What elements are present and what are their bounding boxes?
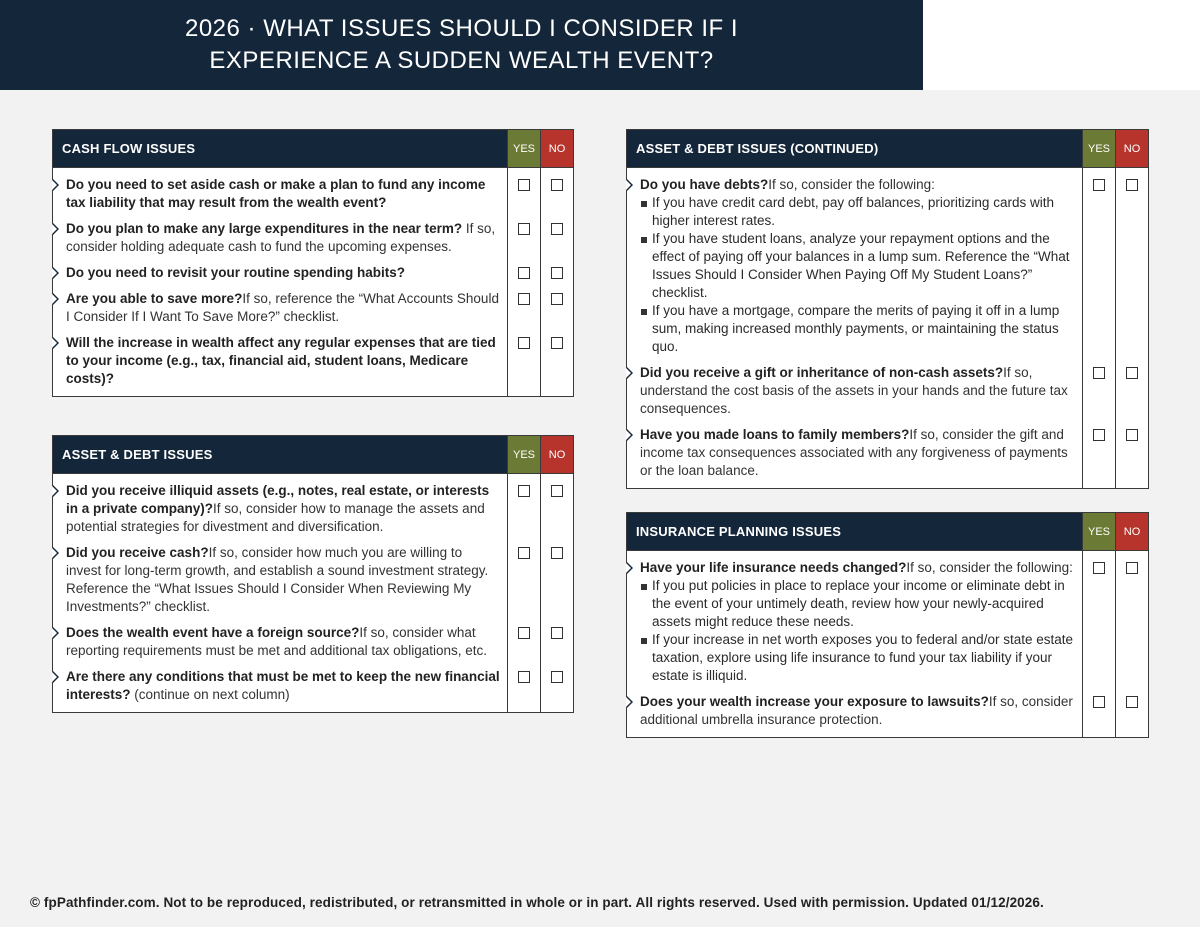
no-checkbox[interactable] (1126, 367, 1138, 379)
question-item (627, 364, 1082, 418)
bullet-item: If you have a mortgage, compare the merits of paying it off in a lump sum, making increased monthly payments, or maintaining the status quo. (640, 302, 1076, 356)
question-text: Does your wealth increase your exposure to lawsuits? (640, 694, 989, 709)
yes-checkbox[interactable] (518, 547, 530, 559)
question-item (627, 693, 1082, 729)
question-text: Did you receive cash? (66, 545, 209, 560)
yes-checkbox[interactable] (518, 267, 530, 279)
question-guidance: If so, consider how much you are willing to invest for long-term growth, and establish a sound investment strategy. Reference the “What Issues Should I Consider When Reviewing My Investments?” checklist. (66, 545, 489, 614)
yes-checkbox[interactable] (518, 627, 530, 639)
panel-title: ASSET & DEBT ISSUES (62, 447, 213, 462)
question-guidance: If so, consider additional umbrella insurance protection. (640, 694, 1073, 727)
yes-checkbox[interactable] (518, 337, 530, 349)
no-checkbox[interactable] (551, 179, 563, 191)
asset-debt-continued-panel (626, 129, 1149, 489)
panel-header (627, 513, 1148, 551)
panel-title: INSURANCE PLANNING ISSUES (636, 524, 842, 539)
item-arrow-icon (53, 223, 59, 235)
question-text: Do you have debts? (640, 177, 769, 192)
item-arrow-icon (627, 179, 633, 191)
question-list (627, 168, 1082, 488)
yes-column (1082, 551, 1115, 737)
no-checkbox[interactable] (551, 671, 563, 683)
no-column-header: NO (1115, 513, 1148, 550)
question-text: Did you receive a gift or inheritance of non-cash assets? (640, 365, 1004, 380)
yes-checkbox[interactable] (518, 671, 530, 683)
item-arrow-icon (627, 367, 633, 379)
cash-flow-panel (52, 129, 574, 397)
item-arrow-icon (53, 547, 59, 559)
no-checkbox[interactable] (551, 485, 563, 497)
yes-column-header: YES (507, 130, 540, 167)
question-guidance: If so, consider the following: (768, 177, 935, 192)
panel-title: ASSET & DEBT ISSUES (CONTINUED) (636, 141, 879, 156)
question-item (53, 290, 507, 326)
question-text: Do you need to set aside cash or make a plan to fund any income tax liability that may result from the wealth event? (66, 177, 486, 210)
no-checkbox[interactable] (1126, 429, 1138, 441)
question-text: Are you able to save more? (66, 291, 243, 306)
panel-header (53, 130, 573, 168)
question-text: Have you made loans to family members? (640, 427, 910, 442)
bullet-item: If you have credit card debt, pay off balances, prioritizing cards with higher interest rates. (640, 194, 1076, 230)
question-item (53, 668, 507, 704)
panel-title: CASH FLOW ISSUES (62, 141, 196, 156)
no-checkbox[interactable] (551, 337, 563, 349)
page-title: 2026 · WHAT ISSUES SHOULD I CONSIDER IF I EXPERIENCE A SUDDEN WEALTH EVENT? (184, 15, 739, 74)
bullet-item: If you have student loans, analyze your repayment options and the effect of paying off your balances in a lump sum. Reference the “What Issues Should I Consider When Paying Off My Student Loans?” checklist. (640, 230, 1076, 302)
yes-checkbox[interactable] (518, 485, 530, 497)
no-checkbox[interactable] (1126, 179, 1138, 191)
insurance-panel (626, 512, 1149, 738)
item-arrow-icon (53, 267, 59, 279)
bullet-item: If you put policies in place to replace your income or eliminate debt in the event of your untimely death, review how your newly-acquired assets might reduce these needs. (640, 577, 1076, 631)
yes-checkbox[interactable] (518, 179, 530, 191)
no-column-header: NO (540, 436, 573, 473)
item-arrow-icon (53, 337, 59, 349)
yes-column-header: YES (507, 436, 540, 473)
question-item (53, 264, 507, 282)
no-checkbox[interactable] (1126, 696, 1138, 708)
copyright-footer: © fpPathfinder.com. Not to be reproduced, redistributed, or retransmitted in whole or in part. All rights reserved. Used with permission. Updated 01/12/2026. (30, 895, 1044, 910)
header-logo-area (923, 0, 1200, 90)
no-column-header: NO (1115, 130, 1148, 167)
panel-body (53, 474, 573, 712)
panel-body (627, 551, 1148, 737)
question-guidance: If so, reference the “What Accounts Should I Consider If I Want To Save More?” checklist. (66, 291, 499, 324)
asset-debt-panel (52, 435, 574, 713)
item-arrow-icon (53, 485, 59, 497)
no-checkbox[interactable] (551, 627, 563, 639)
panel-body (627, 168, 1148, 488)
question-item (53, 220, 507, 256)
yes-checkbox[interactable] (1093, 179, 1105, 191)
question-item (627, 426, 1082, 480)
question-item (53, 544, 507, 616)
question-item (53, 482, 507, 536)
no-checkbox[interactable] (551, 223, 563, 235)
question-item (627, 176, 1082, 356)
question-text: Will the increase in wealth affect any regular expenses that are tied to your income (e.g., tax, financial aid, student loans, Medicare costs)? (66, 335, 496, 386)
yes-checkbox[interactable] (1093, 696, 1105, 708)
yes-checkbox[interactable] (1093, 429, 1105, 441)
yes-checkbox[interactable] (518, 223, 530, 235)
item-arrow-icon (53, 293, 59, 305)
bullet-item: If your increase in net worth exposes you to federal and/or state estate taxation, explore using life insurance to fund your tax liability if your estate is illiquid. (640, 631, 1076, 685)
question-text: Do you need to revisit your routine spending habits? (66, 265, 406, 280)
question-item (53, 334, 507, 388)
question-list (53, 168, 507, 396)
no-column (1115, 551, 1148, 737)
question-text: Are there any conditions that must be met to keep the new financial interests? (66, 669, 500, 702)
question-guidance: (continue on next column) (130, 687, 290, 702)
question-guidance: If so, consider how to manage the assets and potential strategies for divestment and diversification. (66, 501, 485, 534)
question-item (53, 624, 507, 660)
question-guidance: If so, consider the gift and income tax consequences associated with any forgiveness of payments or the loan balance. (640, 427, 1068, 478)
question-text: Have your life insurance needs changed? (640, 560, 907, 575)
no-checkbox[interactable] (551, 293, 563, 305)
no-column (540, 168, 573, 396)
question-guidance: If so, consider the following: (906, 560, 1073, 575)
item-arrow-icon (53, 671, 59, 683)
no-checkbox[interactable] (551, 547, 563, 559)
no-checkbox[interactable] (1126, 562, 1138, 574)
bullet-list (640, 577, 1076, 685)
yes-checkbox[interactable] (518, 293, 530, 305)
question-list (53, 474, 507, 712)
panel-body (53, 168, 573, 396)
panel-header (53, 436, 573, 474)
question-text: Did you receive illiquid assets (e.g., notes, real estate, or interests in a private company)? (66, 483, 490, 516)
question-item (53, 176, 507, 212)
panel-header (627, 130, 1148, 168)
yes-checkbox[interactable] (1093, 562, 1105, 574)
no-column-header: NO (540, 130, 573, 167)
question-list (627, 551, 1082, 737)
yes-column (507, 168, 540, 396)
item-arrow-icon (627, 562, 633, 574)
question-guidance: If so, consider what reporting requirements must be met and additional tax obligations, etc. (66, 625, 487, 658)
item-arrow-icon (53, 179, 59, 191)
yes-checkbox[interactable] (1093, 367, 1105, 379)
question-guidance: If so, understand the cost basis of the assets in your hands and the future tax consequences. (640, 365, 1068, 416)
item-arrow-icon (627, 429, 633, 441)
bullet-list (640, 194, 1076, 356)
header-bar (0, 0, 923, 90)
yes-column-header: YES (1082, 130, 1115, 167)
no-checkbox[interactable] (551, 267, 563, 279)
yes-column-header: YES (1082, 513, 1115, 550)
question-text: Do you plan to make any large expenditures in the near term? (66, 221, 463, 236)
question-item (627, 559, 1082, 685)
question-guidance: If so, consider holding adequate cash to fund the upcoming expenses. (66, 221, 496, 254)
item-arrow-icon (627, 696, 633, 708)
item-arrow-icon (53, 627, 59, 639)
question-text: Does the wealth event have a foreign source? (66, 625, 360, 640)
